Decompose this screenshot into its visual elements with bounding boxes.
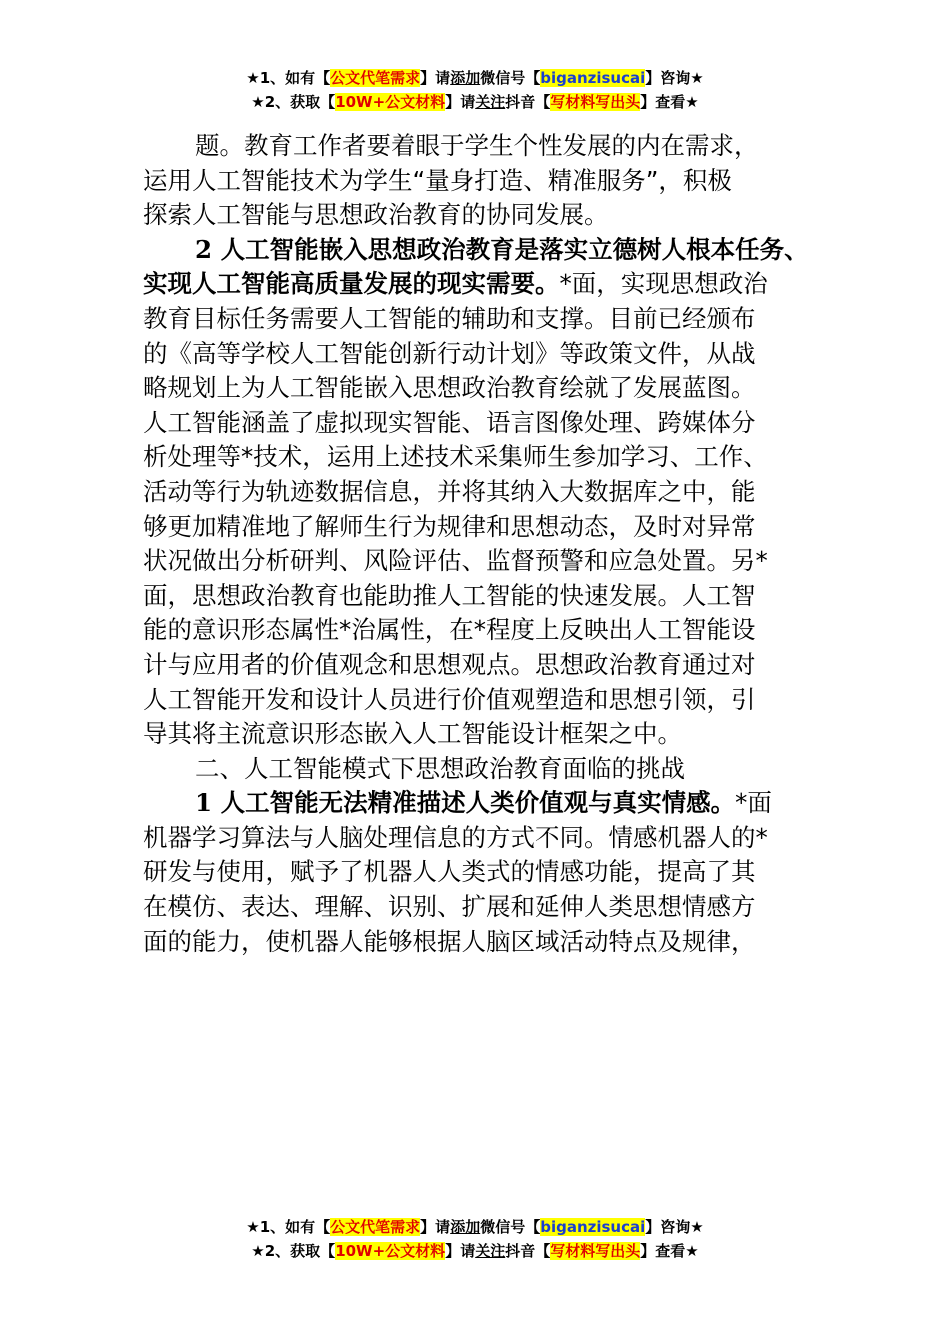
banner-text: 】请 <box>420 69 451 87</box>
banner-highlight-wechat: biganzisucai <box>540 1218 646 1236</box>
banner-highlight-wechat: biganzisucai <box>540 69 646 87</box>
chapter-heading: 二、人工智能模式下思想政治教育面临的挑战 <box>195 753 685 783</box>
header-banner <box>0 66 950 114</box>
banner-text: 】请 <box>420 1218 451 1236</box>
paragraph-line: 机器学习算法与人脑处理信息的方式不同。情感机器人的* <box>143 822 768 852</box>
banner-text: 】查看★ <box>640 93 699 111</box>
banner-line-2 <box>0 1239 950 1263</box>
banner-underline: 添加 <box>450 69 481 87</box>
paragraph-line: 面的能力，使机器人能够根据人脑区域活动特点及规律， <box>143 926 756 956</box>
heading-text: 人工智能嵌入思想政治教育是落实立德树人根本任务、 <box>212 234 809 264</box>
banner-highlight-service: 公文代笔需求 <box>330 69 421 87</box>
paragraph-line: 探索人工智能与思想政治教育的协同发展。 <box>143 200 609 230</box>
banner-text: ★2、获取【 <box>251 93 336 111</box>
paragraph-line: 运用人工智能技术为学生“量身打造、精准服务”，积极 <box>143 165 732 195</box>
paragraph-line: 题。教育工作者要着眼于学生个性发展的内在需求， <box>195 131 759 160</box>
paragraph-line: 导其将主流意识形态嵌入人工智能设计框架之中。 <box>143 719 682 749</box>
paragraph-line: 计与应用者的价值观念和思想观点。思想政治教育通过对 <box>143 649 756 679</box>
banner-highlight-douyin: 写材料写出头 <box>550 1242 641 1260</box>
paragraph-line: 的《高等学校人工智能创新行动计划》等政策文件，从战 <box>143 338 756 368</box>
banner-text: 】咨询★ <box>645 1218 704 1236</box>
heading-text: 人工智能无法精准描述人类价值观与真实情感。 <box>212 788 736 818</box>
paragraph-line: 教育目标任务需要人工智能的辅助和支撑。目前已经颁布 <box>143 303 756 333</box>
paragraph-line: 略规划上为人工智能嵌入思想政治教育绘就了发展蓝图。 <box>143 373 756 403</box>
banner-line-1 <box>0 66 950 90</box>
paragraph-line: 人工智能开发和设计人员进行价值观塑造和思想引领，引 <box>143 684 756 714</box>
banner-highlight-service: 公文代笔需求 <box>330 1218 421 1236</box>
banner-underline: 添加 <box>450 1218 481 1236</box>
banner-text: 】查看★ <box>640 1242 699 1260</box>
paragraph-line: 能的意识形态属性*治属性，在*程度上反映出人工智能设 <box>143 615 756 645</box>
banner-text: ★2、获取【 <box>251 1242 336 1260</box>
banner-line-2 <box>0 90 950 114</box>
banner-underline: 关注 <box>475 93 506 111</box>
banner-text: 抖音【 <box>505 1242 551 1260</box>
banner-text: 】请 <box>445 1242 476 1260</box>
banner-text: 】请 <box>445 93 476 111</box>
paragraph-line: 够更加精准地了解师生行为规律和思想动态，及时对异常 <box>143 511 756 541</box>
heading-number: 2 <box>195 234 213 264</box>
banner-text: ★1、如有【 <box>246 1218 331 1236</box>
banner-text: 微信号【 <box>480 69 541 87</box>
footer-banner <box>0 1215 950 1263</box>
paragraph-line <box>143 267 811 302</box>
banner-text: ★1、如有【 <box>246 69 331 87</box>
paragraph-line: 在模仿、表达、理解、识别、扩展和延伸人类思想情感方 <box>143 892 756 922</box>
paragraph-line: 状况做出分析研判、风险评估、监督预警和应急处置。另* <box>143 546 768 576</box>
banner-highlight-douyin: 写材料写出头 <box>550 93 641 111</box>
paragraph-line: 人工智能涵盖了虚拟现实智能、语言图像处理、跨媒体分 <box>143 407 756 437</box>
banner-text: 微信号【 <box>480 1218 541 1236</box>
banner-underline: 关注 <box>475 1242 506 1260</box>
banner-highlight-materials: 10W+公文材料 <box>335 93 446 111</box>
heading-number: 1 <box>195 788 213 818</box>
paragraph-line: 析处理等*技术，运用上述技术采集师生参加学习、工作、 <box>143 442 768 472</box>
banner-highlight-materials: 10W+公文材料 <box>335 1242 446 1260</box>
banner-line-1 <box>0 1215 950 1239</box>
paragraph-text: *面，实现思想政治 <box>559 269 768 299</box>
paragraph-line: 研发与使用，赋予了机器人人类式的情感功能，提高了其 <box>143 857 756 887</box>
paragraph-line: 面，思想政治教育也能助推人工智能的快速发展。人工智 <box>143 580 756 610</box>
document-body <box>143 129 811 959</box>
heading-text: 实现人工智能高质量发展的现实需要。 <box>143 269 560 299</box>
banner-text: 】咨询★ <box>645 69 704 87</box>
banner-text: 抖音【 <box>505 93 551 111</box>
section-heading-2 <box>143 233 811 268</box>
paragraph-line: 活动等行为轨迹数据信息，并将其纳入大数据库之中，能 <box>143 476 756 506</box>
section-heading-1 <box>143 786 811 821</box>
paragraph-text: *面 <box>735 788 772 818</box>
